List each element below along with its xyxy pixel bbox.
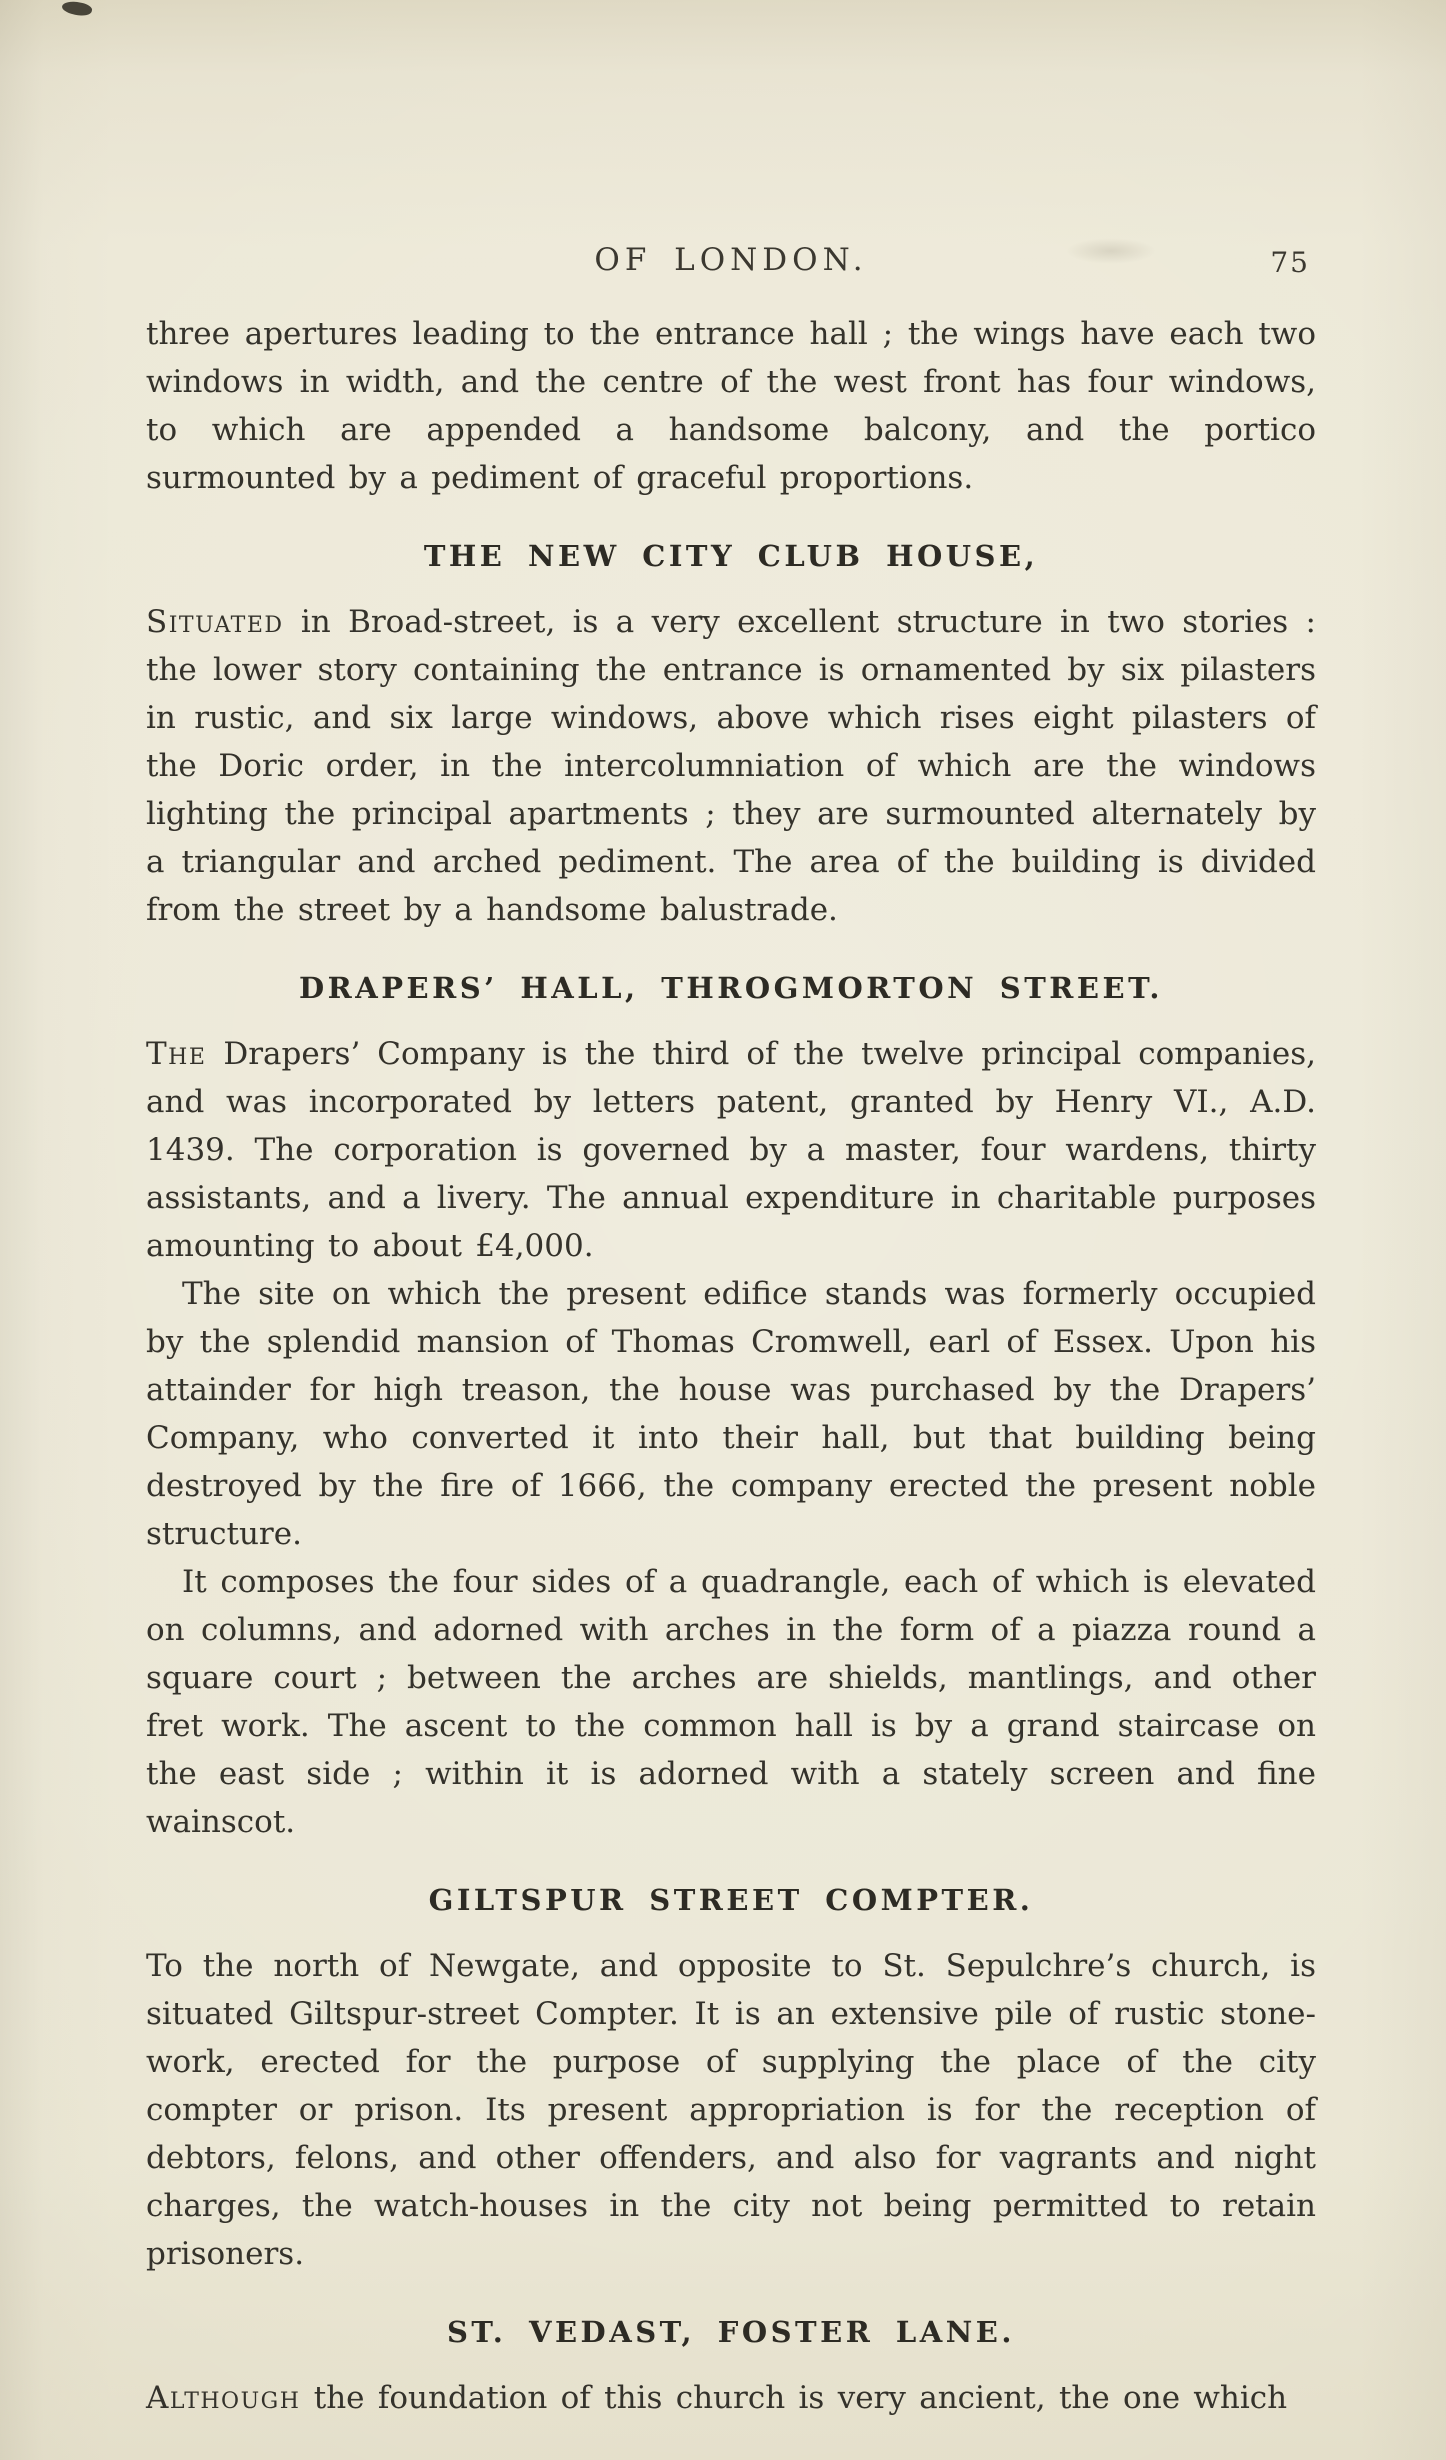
paragraph-lead-word: Although [146, 2380, 301, 2416]
running-title: OF LONDON. [594, 242, 868, 278]
scan-speck-artifact [61, 0, 93, 18]
paragraph-drapers-hall-1 [146, 1030, 1316, 1270]
paragraph-new-city-club-house [146, 598, 1316, 934]
paragraph-lead-word: The [146, 1036, 207, 1072]
paragraph-text: in Broad-street, is a very excellent structure in two stories : the lower story containing the entrance is ornamented by six pilasters in rustic, and six large windows, above which rises eight pilasters of the Doric order, in the intercolumniation of which are the windows lighting the principal apartments ; they are surmounted alternately by a triangular and arched pediment. The area of the building is divided from the street by a handsome balustrade. [146, 604, 1316, 928]
section-heading-giltspur-street-compter: GILTSPUR STREET COMPTER. [428, 1883, 1034, 1917]
section-heading-drapers-hall: DRAPERS’ HALL, THROGMORTON STREET. [298, 971, 1164, 1005]
paragraph-st-vedast [146, 2374, 1316, 2422]
paragraph-drapers-hall-2: The site on which the present edifice stands was formerly occupied by the splendid mansion of Thomas Cromwell, earl of Essex. Upon his attainder for high treason, the house was purchased by the Drapers’ Company, who converted it into their hall, but that building being destroyed by the fire of 1666, the company erected the present noble structure. [146, 1276, 1316, 1552]
paragraph-text: Drapers’ Company is the third of the twelve principal companies, and was incorporated by letters patent, granted by Henry VI., A.D. 1439. The corporation is governed by a master, four wardens, thirty assistants, and a livery. The annual expenditure in charitable purposes amounting to about £4,000. [146, 1036, 1316, 1264]
page-number: 75 [1270, 246, 1310, 279]
paragraph-lead-word: Situated [146, 604, 284, 640]
section-heading-st-vedast: ST. VEDAST, FOSTER LANE. [446, 2315, 1016, 2349]
paragraph-giltspur-street-compter: To the north of Newgate, and opposite to St. Sepulchre’s church, is situated Giltspur-street Compter. It is an extensive pile of rustic stone-work, erected for the purpose of supplying the place of the city compter or prison. Its present appropriation is for the reception of debtors, felons, and other offenders, and also for vagrants and night charges, the watch-houses in the city not being permitted to retain prisoners. [146, 1948, 1316, 2272]
page-body [146, 310, 1316, 2422]
running-header [146, 242, 1316, 284]
paragraph-drapers-hall-3: It composes the four sides of a quadrangle, each of which is elevated on columns, and adorned with arches in the form of a piazza round a square court ; between the arches are shields, mantlings, and other fret work. The ascent to the common hall is by a grand staircase on the east side ; within it is adorned with a stately screen and fine wainscot. [146, 1564, 1316, 1840]
paragraph-continuation: three apertures leading to the entrance hall ; the wings have each two windows in width, and the centre of the west front has four windows, to which are appended a handsome balcony, and the portico surmounted by a pediment of graceful proportions. [146, 316, 1316, 496]
section-heading-new-city-club-house: THE NEW CITY CLUB HOUSE, [423, 539, 1039, 573]
paragraph-text: the foundation of this church is very ancient, the one which [300, 2380, 1288, 2416]
